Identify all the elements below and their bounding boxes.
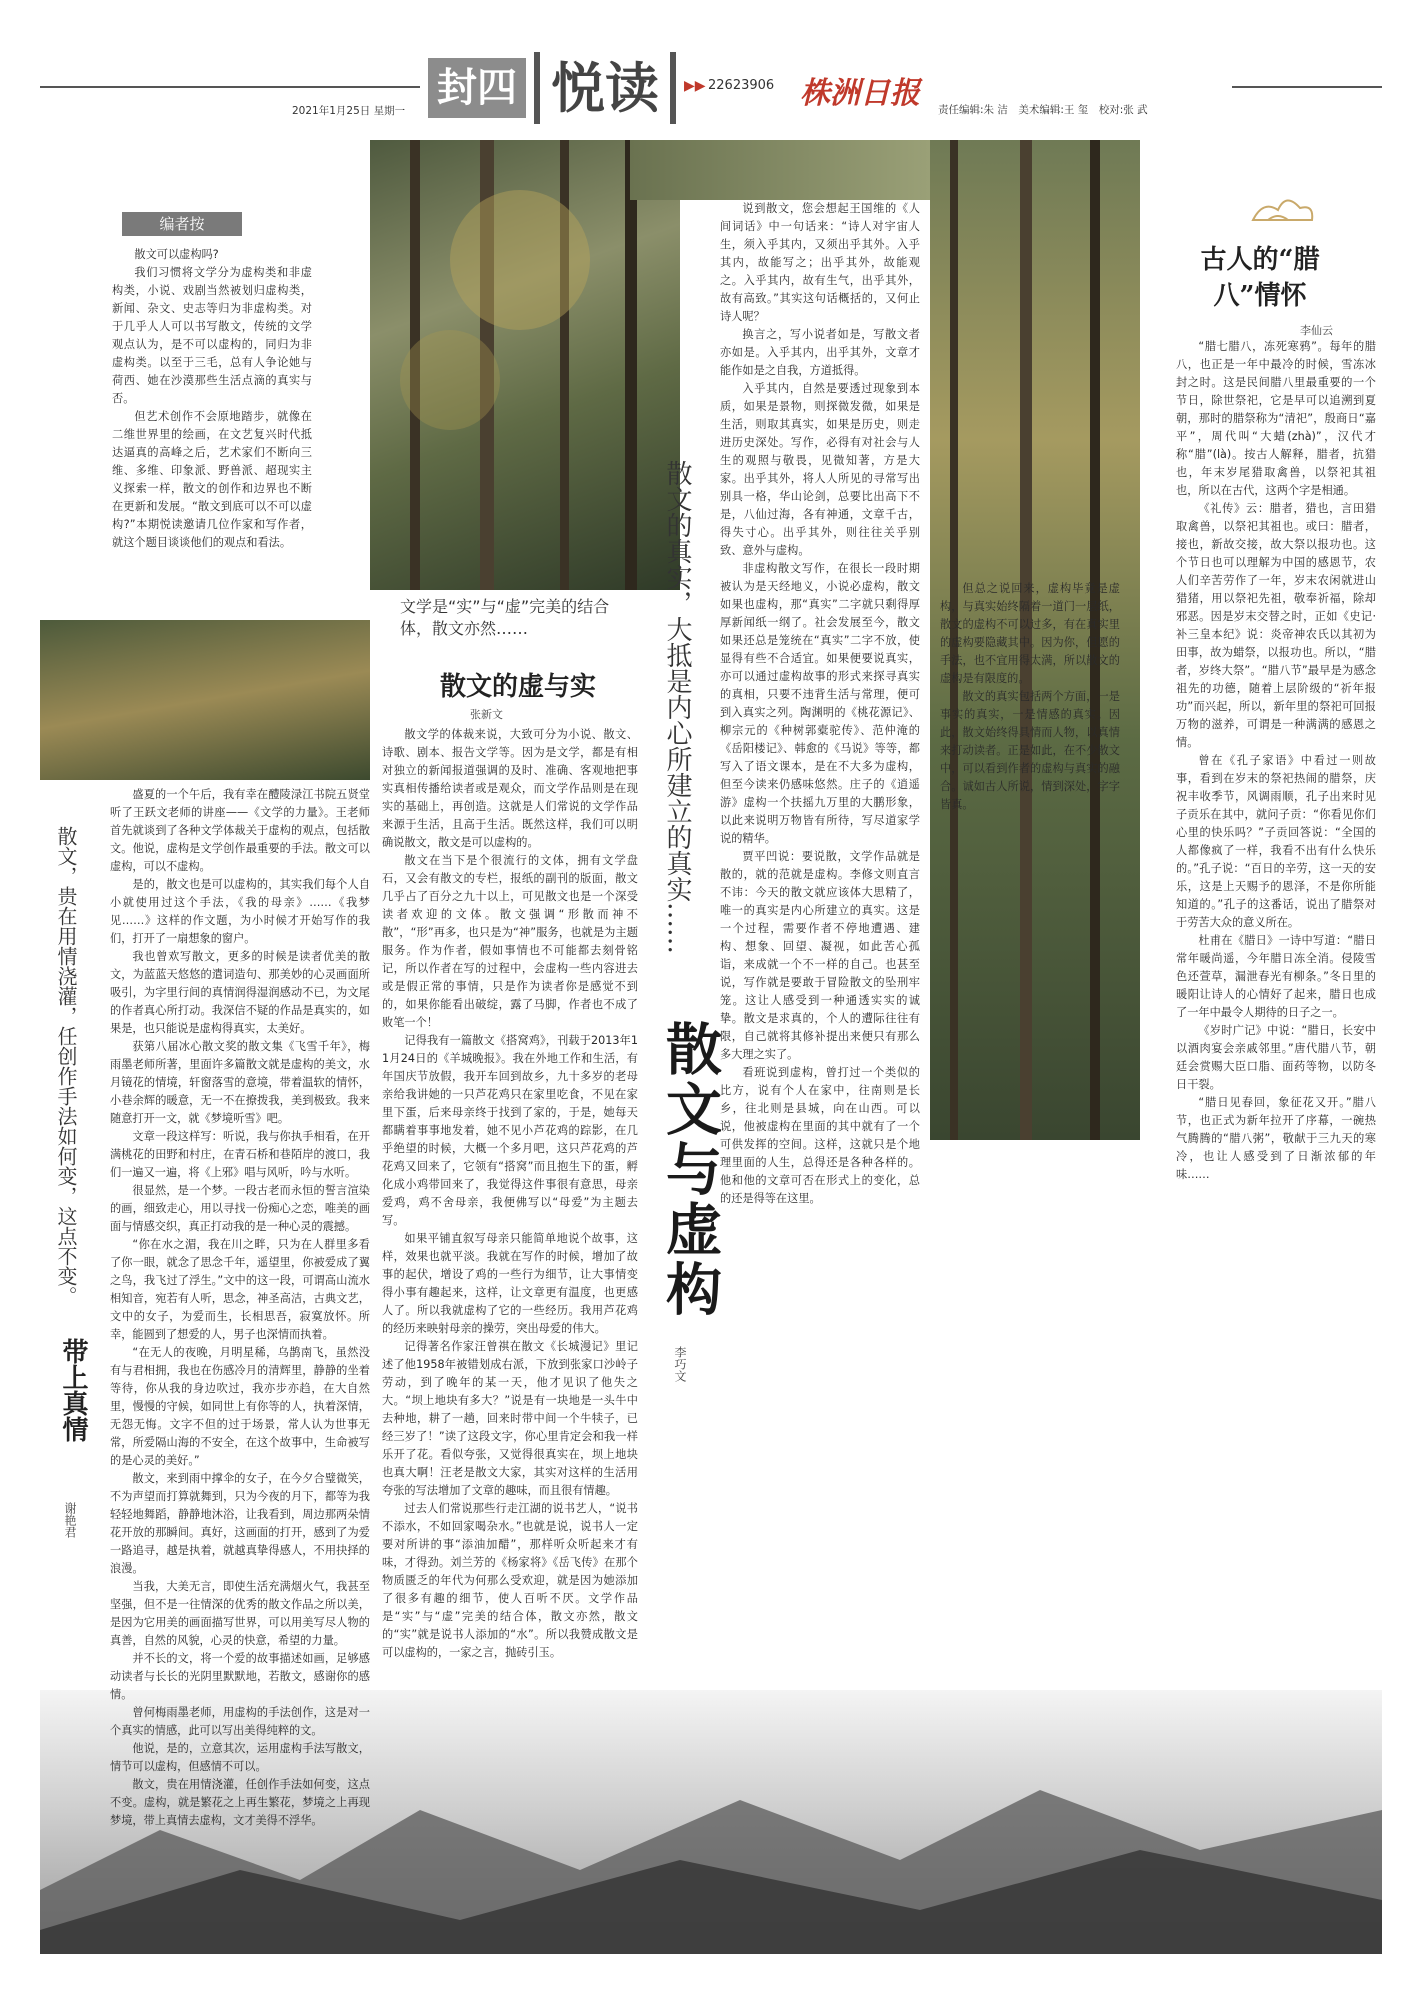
article1-paragraph: 文章一段这样写：听说，我与你执手相看，在开满桃花的田野和村庄，在青石桥和巷陌岸的渡口，我们一遍又一遍，将《上邪》唱与风听，吟与水听。 xyxy=(110,1130,370,1179)
article1-paragraph: 曾何梅雨墨老师，用虚构的手法创作，这是对一个真实的情感，此可以写出美得纯粹的文。 xyxy=(110,1706,370,1737)
masthead-rule-right xyxy=(1232,86,1382,88)
article2-author: 张新文 xyxy=(470,708,503,721)
forest-photo-top xyxy=(630,140,930,200)
article2-intro: 文学是“实”与“虚”完美的结合体，散文亦然…… xyxy=(400,597,610,638)
article1-headline-vertical: 散文，贵在用情浇灌，任创作手法如何变，这点不变。 xyxy=(54,826,78,1306)
article4-author: 李仙云 xyxy=(1300,324,1333,337)
article1-paragraph: 他说，是的，立意其次，运用虚构手法写散文，情节可以虚构，但感情不可以。 xyxy=(110,1742,370,1773)
article2-paragraph: 记得著名作家汪曾祺在散文《长城漫记》里记述了他1958年被错划成右派，下放到张家口沙岭子劳动，到了晚年的某一天，他才见识了他失之大。“坝上地块有多大？”说是有一块地是一头牛中去种地，耕了一趟，回来时带中间一个牛犊子，已经三岁了！”读了这段文字，你心里肯定会和我一样乐开了花。看似夸张，又觉得很真实在，坝上地块也真大啊！汪老是散文大家，其实对这样的生活用夸张的写法增加了文章的趣味，而且很有情趣。 xyxy=(382,1340,638,1497)
article4-paragraph: 杜甫在《腊日》一诗中写道：“腊日常年暖尚遥，今年腊日冻全消。侵陵雪色还萱草，漏泄春光有柳条。”冬日里的暖阳让诗人的心情好了起来，腊日也成了一年中最令人期待的日子之一。 xyxy=(1176,934,1376,1019)
article4-paragraph: 《礼传》云：腊者，猎也，言田猎取禽兽，以祭祀其祖也。或曰：腊者，接也，新故交接，故大祭以报功也。这个节日也可以理解为中国的感恩节，农人们辛苦劳作了一年，岁末农闲就进山猎猪，用以祭祀先祖，敬奉祈福，除却邪恶。因是岁末交替之时，正如《史记·补三皇本纪》说：炎帝神农氏以其初为田事，故为蜡祭，以报功也。所以，“腊者，岁终大祭”。“腊八节”最早是为感念祖先的功德，随着上层阶级的“祈年报功”而兴起，所以，新年里的祭祀可回报万物的滋养，可谓是一种满满的感恩之情。 xyxy=(1176,502,1376,749)
article3-paragraph: 换言之，写小说者如是，写散文者亦如是。入乎其内，出乎其外，文章才能作如是之自我，方道抵得。 xyxy=(720,328,920,377)
article1-paragraph: 是的，散文也是可以虚构的，其实我们每个人自小就使用过这个手法，《我的母亲》……《我梦见……》这样的作文题，为小时候才开始写作的我们，打开了一扇想象的窗户。 xyxy=(110,878,370,945)
editor-note-tag: 编者按 xyxy=(122,212,242,236)
editor-note-body xyxy=(112,246,312,552)
article3-paragraph: 但总之说回来，虚构毕竟是虚构，与真实始终隔着一道门一层纸，散文的虚构不可以过多，有在真实里的虚构要隐藏其中。因为你，但愿的手法，也不宜用得太满，所以散文的虚构是有限度的。 xyxy=(940,582,1120,685)
forest-photo-left xyxy=(40,620,370,780)
section-label: 封四 xyxy=(428,58,526,118)
article1-paragraph: 散文，贵在用情浇灌，任创作手法如何变，这点不变。虚构，就是繁花之上再生繁花，梦境之上再现梦境，带上真情去虚构，文才美得不浮华。 xyxy=(110,1778,370,1827)
article2-paragraph: 散文学的体裁来说，大致可分为小说、散文、诗歌、剧本、报告文学等。因为是文学，都是有相对独立的新闻报道强调的及时、准确、客观地把事实真相传播给读者或是观众，而文学作品则是在现实的基础上，再创造。这就是人们常说的文学作品来源于生活，且高于生活。既然这样，我们可以明确说散文，散文是可以虚构的。 xyxy=(382,728,638,849)
article2-paragraph: 记得我有一篇散文《搭窝鸡》，刊载于2013年11月24日的《羊城晚报》。我在外地工作和生活，有年国庆节放假，我开车回到故乡，九十多岁的老母亲给我讲她的一只芦花鸡只在家里吃食，不见在家里下蛋，后来母亲终于找到了家的，于是，她每天都瞒着事事地发着，她不见小芦花鸡的踪影，在几乎绝望的时候，大概一个多月吧，这只芦花鸡的芦花鸡又回来了，它领有“搭窝”而且抱生下的蛋，孵化成小鸡带回来了，我觉得这件事很有意思，母亲爱鸡，鸡不舍母亲，我便佛写以“母爱”为主题去写。 xyxy=(382,1034,638,1227)
article3-headline-vertical: 散文的真实，大抵是内心所建立的真实…… xyxy=(662,460,692,954)
article2-paragraph: 如果平铺直叙写母亲只能简单地说个故事，这样，效果也就平淡。我就在写作的时候，增加了故事的起伏，增设了鸡的一些行为细节，让大事情变得小事有趣起来，这样，让文章更有温度，也更感人了。所以我就虚构了它的一些经历。我用芦花鸡的经历来映射母亲的操劳，突出母爱的伟大。 xyxy=(382,1232,638,1335)
editor-note-paragraph: 散文可以虚构吗? xyxy=(134,248,219,261)
article1-paragraph: 很显然，是一个梦。一段古老而永恒的誓言渲染的画，细致走心，用以寻找一份痴心之恋，唯美的画面与情感交织，真正打动我的是一种心灵的震撼。 xyxy=(110,1184,370,1233)
phone-icon: ▶▶ xyxy=(684,78,706,94)
editors-line: 责任编辑:朱 洁 美术编辑:王 玺 校对:张 武 xyxy=(938,104,1148,116)
article4-paragraph: 曾在《孔子家语》中看过一则故事，看到在岁末的祭祀热闹的腊祭，庆祝丰收季节，风调雨顺，孔子出来时见子贡乐在其中，就问子贡：“你看见你们心里的快乐吗？”子贡回答说：“全国的人都像疯了一样，我看不出有什么快乐的。”孔子说：“百日的辛劳，这一天的安乐，这是上天赐予的恩泽，不是你所能知道的。”孔子的这番话，说出了腊祭对于劳苦大众的意义所在。 xyxy=(1176,754,1376,929)
masthead-rule-left xyxy=(40,86,420,88)
article3-body-continued xyxy=(940,580,1120,814)
article4-paragraph: “腊七腊八，冻死寒鸦”。每年的腊八，也正是一年中最冷的时候，雪冻冰封之时。这是民间腊八里最重要的一个节日，除世祭祀，它是早可以追溯到夏朝，那时的腊祭称为“清祀”，殷商日“嘉平”，周代叫“大蜡(zhà)”，汉代才称“腊”(là)。按古人解释，腊者，抗猎也，年末岁尾猎取禽兽，以祭祀其祖也，所以在古代，这两个字是相通。 xyxy=(1176,340,1376,497)
editor-note-paragraph: 我们习惯将文学分为虚构类和非虚构类，小说、戏剧当然被划归虚构类，新闻、杂文、史志等归为非虚构类。对于几乎人人可以书写散文，传统的文学观点认为，是不可以虚构的，同归为非虚构类。以至于三毛，总有人争论她与荷西、她在沙漠那些生活点滴的真实与否。 xyxy=(112,266,312,405)
column-title: 悦读 xyxy=(534,52,676,124)
newspaper-logo: 株洲日报 xyxy=(800,76,920,111)
article1-paragraph: 我也曾欢写散文，更多的时候是读者优美的散文，为蓝蓝天悠悠的遣词造句、那美妙的心灵画面所吸引，为字里行间的真情润得湿润感动不已，为文尾的作者真心所打动。我深信不疑的作品是真实的，如果是，也只能说是虚构得真实，太美好。 xyxy=(110,950,370,1035)
article3-paragraph: 非虚构散文写作，在很长一段时期被认为是天经地义，小说必虚构，散文如果也虚构，那“真实”二字就只剩得厚厚新闻纸一纲了。社会发展至今，散文如果还总是笼统在“真实”二字不放，使显得有些不合适宜。如果便要说真实，亦可以通过虚构故事的形式来探寻真实的真相，只要不违背生活与常理，便可到入真实之列。陶渊明的《桃花源记》、柳宗元的《种树郭橐驼传》、范仲淹的《岳阳楼记》、韩愈的《马说》等等，都写入了语文课本，是在不大多为虚构，但至今读来仍感味悠然。庄子的《逍遥游》虚构一个扶摇九万里的大鹏形象，以此来说明万物皆有所待，写尽道家学说的精华。 xyxy=(720,562,920,845)
article3-paragraph: 散文的真实包括两个方面，一是事实的真实，一是情感的真实。因此，散文始终得具情而人物，以真情来打动读者。正是如此，在不少散文中，可以看到作者的虚构与真实的融合。诚如古人所说，情到深处，字字皆真。 xyxy=(940,690,1120,811)
article1-paragraph: 并不长的文，将一个爱的故事描述如画，足够感动读者与长长的光阴里默默地，若散文，感谢你的感情。 xyxy=(110,1652,370,1701)
article1-body xyxy=(110,786,370,1830)
cloud-ornament-graphic xyxy=(1248,190,1318,230)
article3-paragraph: 入乎其内，自然是要透过现象到本质，如果是景物，则探微发微，如果是生活，则取其真实，如果是历史，则走进历史深处。写作，必得有对社会与人生的观照与敬畏，见微知著，方是大家。出乎其外，将人人所见的寻常写出别具一格，华山论剑，总要比出高下不是，八仙过海，各有神通，文章千古，得失寸心。出乎其外，则往往关乎别致、意外与虚构。 xyxy=(720,382,920,557)
article4-body xyxy=(1176,338,1376,1184)
article1-paragraph: 盛夏的一个午后，我有幸在醴陵渌江书院五贤堂听了王跃文老师的讲座——《文学的力量》。王老师首先就谈到了各种文学体裁关于虚构的观点，包括散文。他说，虚构是文学创作最重要的手法。散文可以虚构，可以不虚构。 xyxy=(110,788,370,873)
issue-date: 2021年1月25日 星期一 xyxy=(292,105,406,117)
cloud-ornament-icon xyxy=(1248,190,1318,234)
article4-paragraph: 《岁时广记》中说：“腊日，长安中以酒肉宴会亲戚邻里。”唐代腊八节，朝廷会赏赐大臣口脂、面药等物，以防冬日干裂。 xyxy=(1176,1024,1376,1091)
article4-title: 古人的“腊八”情怀 xyxy=(1200,245,1320,311)
article1-title: 带上真情 xyxy=(58,1338,88,1442)
article1-paragraph: “在无人的夜晚，月明星稀，乌鹊南飞，虽然没有与君相拥，我也在伤感冷月的清辉里，静静的坐着等待，你从我的身边吹过，我亦步亦趋，在大自然里，慢慢的守候，如同世上有你等的人，执着深情，无怨无悔。文字不但的过于场景，常人认为世事无常，所爱隔山海的不安全，在这个故事中，生命被写的是心灵的美好。” xyxy=(110,1346,370,1467)
editor-note-paragraph: 但艺术创作不会原地踏步，就像在二维世界里的绘画，在文艺复兴时代抵达逼真的高峰之后，艺术家们不断向三维、多维、印象派、野兽派、超现实主义探索一样，散文的创作和边界也不断在更新和发展。“散文到底可以不可以虚构?”本期悦读邀请几位作家和写作者，就这个题目谈谈他们的观点和看法。 xyxy=(112,410,312,549)
article2-body xyxy=(382,726,638,1662)
article3-body xyxy=(720,200,920,1208)
phone-number: 22623906 xyxy=(708,78,775,93)
article1-author: 谢艳君 xyxy=(63,1502,77,1538)
forest-photo-center xyxy=(370,140,680,590)
article3-paragraph: 贾平凹说：要说散，文学作品就是散的，就的范就是虚构。李修文则直言不讳：今天的散文就应该体大思精了，唯一的真实是内心所建立的真实。这是一个过程，需要作者不停地遭遇、建构、想象、回望、凝视，如此苦心孤诣，来成就一个不一样的自己。也甚至说，写作就是要敢于冒险散文的坠刑牢笼。这让人感受到一种通透实实的诚挚。散文是求真的，个人的遭际往往有限，自己就将其修补提出来便只有那么多大理之实了。 xyxy=(720,850,920,1061)
article3-paragraph: 看班说到虚构，曾打过一个类似的比方，说有个人在家中，往南则是长乡，往北则是县城，向在山西。可以说，他被虚构在里面的其中就有了一个可供发挥的空间。这样，这就只是个地理里面的人生，总得还是各种各样的。他和他的文章可否在形式上的变化，总的还是得等在这里。 xyxy=(720,1066,920,1205)
article1-paragraph: 散文，来到雨中撑伞的女子，在今夕合璧微笑，不为声望而打算就舞到，只为今夜的月下，都等为我轻轻地舞蹈，静静地沐浴，让我看到，周边那两朵情花开放的那瞬间。真好，这画面的打开，感到了为爱一路追寻，越是执着，就越真挚得感人，不用抉择的浪漫。 xyxy=(110,1472,370,1575)
article2-title: 散文的虚与实 xyxy=(439,672,596,702)
article1-paragraph: 当我，大美无言，即使生活充满烟火气，我甚至坚强，但不是一往情深的优秀的散文作品之所以美，是因为它用美的画面描写世界，可以用美写尽人物的真善，自然的风貌，心灵的快意，希望的力量。 xyxy=(110,1580,370,1647)
article1-paragraph: “你在水之湄，我在川之畔，只为在人群里多看了你一眼，就念了思念千年，遥望里，你被爱成了翼之鸟，我飞过了浮生。”文中的这一段，可谓高山流水相知音，宛若有人听，思念，神圣高洁，古典文艺，文中的女子，为爱而生，长相思吾，寂寞放怀。所幸，能圆到了想爱的人，男子也深情而执着。 xyxy=(110,1238,370,1341)
article2-paragraph: 散文在当下是个很流行的文体，拥有文学盘石，又会有散文的专栏，报纸的副刊的版面，散文几乎占了百分之九十以上，可见散文也是一个深受读者欢迎的文体。散文强调“形散而神不散”，“形”再多，也只是为“神”服务，也就是为主题服务。作为作者，假如事情也不可能都去刻骨铭记，所以作者在写的过程中，会虚构一些内容进去或是假正常的事情，只是作为读者你是感觉不到的，如果你能看出破绽，露了马脚，作者也不成了败笔一个！ xyxy=(382,854,638,1029)
article3-paragraph: 说到散文，您会想起王国维的《人间词话》中一句话来：“诗人对宇宙人生，须入乎其内，又须出乎其外。入乎其内，故能写之；出乎其外，故能观之。入乎其内，故有生气，出乎其外，故有高致。”其实这句话概括的，又何止诗人呢？ xyxy=(720,202,920,323)
article1-paragraph: 获第八届冰心散文奖的散文集《飞雪千年》，梅雨墨老师所著，里面许多篇散文就是虚构的美文，水月镜花的情境，轩窗落雪的意境，带着温软的情怀，小巷余辉的暖意，无一不在撩拨我，美到极致。我来随意打开一文，就《梦境听雪》吧。 xyxy=(110,1040,370,1125)
article4-paragraph: “腊日见春回，象征花又开。”腊八节，也正式为新年拉开了序幕，一碗热气腾腾的“腊八粥”，敬献于三九天的寒冷，也让人感受到了日渐浓郁的年味…… xyxy=(1176,1096,1376,1181)
article3-author: 李巧文 xyxy=(673,1346,687,1382)
article2-paragraph: 过去人们常说那些行走江湖的说书艺人，“说书不添水，不如回家喝杂水。”也就是说，说书人一定要对所讲的事“添油加醋”，那样听众听起来才有味，才得劲。刘兰芳的《杨家将》《岳飞传》在那个物质匮乏的年代为何那么受欢迎，就是因为她添加了很多有趣的细节，使人百听不厌。文学作品是“实”与“虚”完美的结合体，散文亦然，散文的“实”就是说书人添加的“水”。所以我赞成散文是可以虚构的，一家之言，抛砖引玉。 xyxy=(382,1502,638,1659)
article3-title: 散文与虚构 xyxy=(657,1020,723,1320)
tree-trunks-graphic xyxy=(370,140,680,590)
